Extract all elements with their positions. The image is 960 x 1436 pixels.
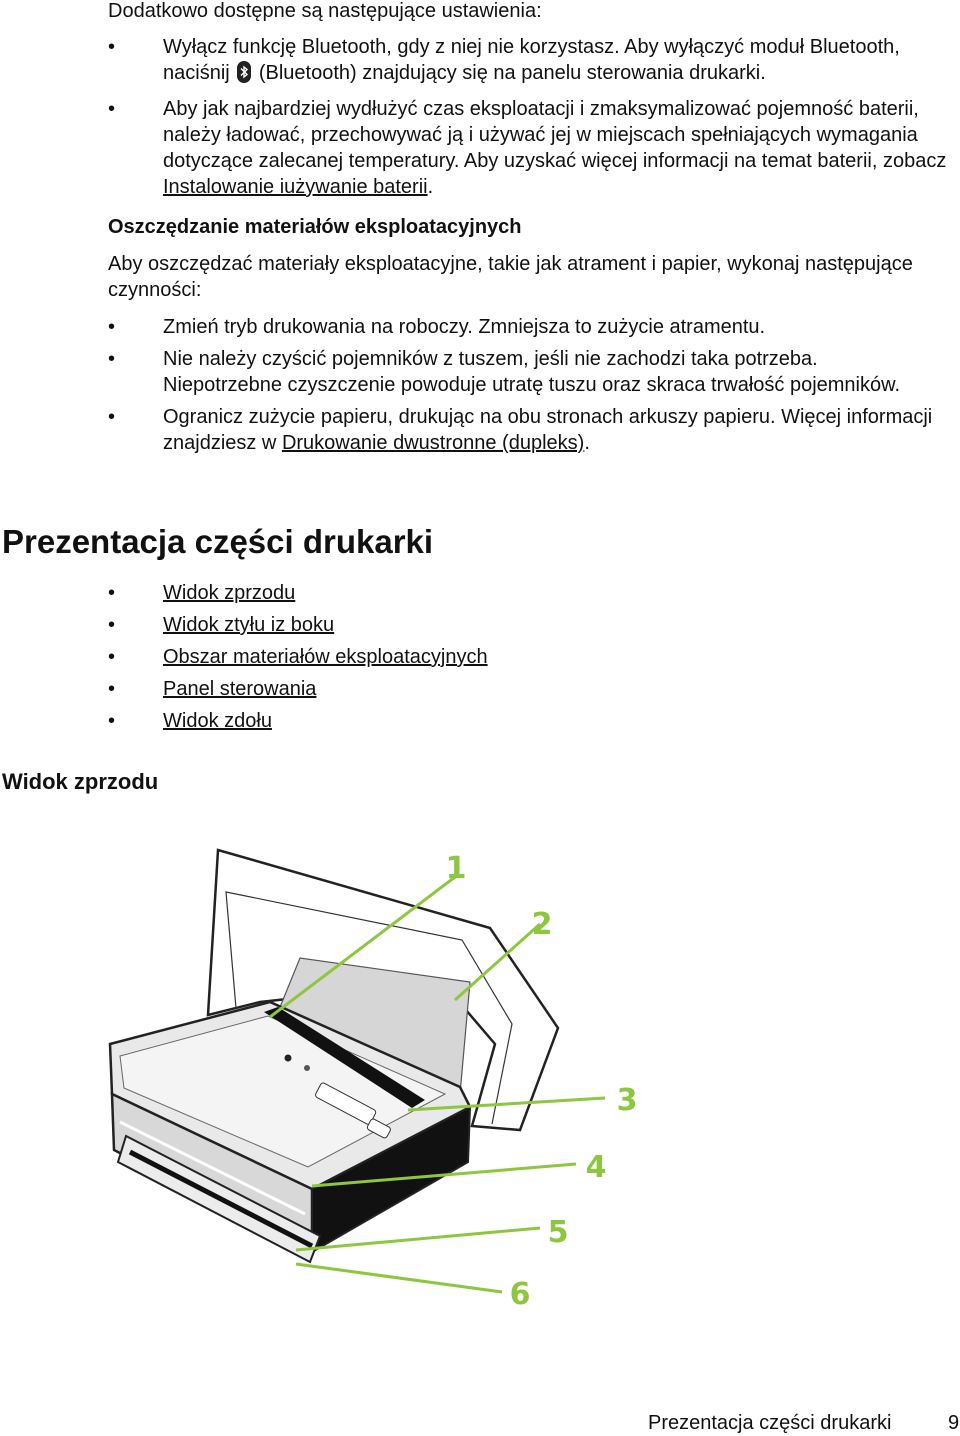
supplies-area-link[interactable]: Obszar materiałów eksploatacyjnych xyxy=(163,646,488,668)
list-item-text: Nie należy czyścić pojemników z tuszem, jeśli nie zachodzi taka potrzeba. Niepotrzebne czyszczenie powoduje utratę tuszu oraz skraca trwałość pojemników. xyxy=(163,348,901,396)
list-item xyxy=(108,580,958,606)
list-item-text: (Bluetooth) znajdujący się na panelu sterowania drukarki. xyxy=(253,62,766,84)
bullet: • xyxy=(108,406,116,428)
list-item xyxy=(108,708,958,734)
callout-5: 5 xyxy=(547,1215,569,1250)
callout-3: 3 xyxy=(616,1083,638,1118)
list-item-text: Zmień tryb drukowania na roboczy. Zmniejsza to zużycie atramentu. xyxy=(163,316,766,338)
supplies-paragraph: Aby oszczędzać materiały eksploatacyjne, takie jak atrament i papier, wykonaj następujące czynności: xyxy=(108,253,913,301)
list-item xyxy=(108,644,958,670)
section-links xyxy=(108,580,958,734)
list-item-text: . xyxy=(584,432,590,454)
bullet: • xyxy=(108,614,116,636)
printer-front-illustration xyxy=(100,832,660,1332)
list-item xyxy=(108,34,958,86)
page-number: 9 xyxy=(948,1412,960,1434)
footer-section-title: Prezentacja części drukarki xyxy=(648,1412,892,1434)
supplies-list xyxy=(108,314,958,456)
front-view-heading: Widok zprzodu xyxy=(2,769,159,794)
rear-side-view-link[interactable]: Widok ztyłu iz boku xyxy=(163,614,335,636)
section-title: Prezentacja części drukarki xyxy=(2,523,434,560)
callout-6: 6 xyxy=(509,1277,531,1312)
list-item-text: Ogranicz zużycie papieru, drukując na obu stronach arkuszy papieru. Więcej informacji znajdziesz w xyxy=(163,406,933,454)
supplies-heading: Oszczędzanie materiałów eksploatacyjnych xyxy=(108,216,522,238)
bullet: • xyxy=(108,98,116,120)
battery-link[interactable]: Instalowanie iużywanie baterii xyxy=(163,176,428,198)
bullet: • xyxy=(108,348,116,370)
bullet: • xyxy=(108,316,116,338)
list-item-text: Aby jak najbardziej wydłużyć czas eksploatacji i zmaksymalizować pojemność baterii, należy ładować, przechowywać ją i używać jej w miejscach spełniających wymagania dotyczące zalecanej temperatury. Aby uzyskać więcej informacji na temat baterii, zobacz xyxy=(163,98,947,172)
callout-2: 2 xyxy=(531,907,553,942)
list-item xyxy=(108,314,958,340)
list-item-text: Wyłącz funkcję Bluetooth, gdy z niej nie korzystasz. Aby wyłączyć moduł Bluetooth, naciśnij xyxy=(163,36,900,84)
bluetooth-icon xyxy=(237,61,251,83)
callout-1: 1 xyxy=(445,851,467,886)
front-view-link[interactable]: Widok zprzodu xyxy=(163,582,296,604)
list-item xyxy=(108,676,958,702)
control-panel-link[interactable]: Panel sterowania xyxy=(163,678,317,700)
list-item xyxy=(108,96,958,200)
bullet: • xyxy=(108,36,116,58)
bullet: • xyxy=(108,646,116,668)
list-item-text: . xyxy=(427,176,434,198)
bullet: • xyxy=(108,710,116,732)
bullet: • xyxy=(108,678,116,700)
list-item xyxy=(108,346,903,398)
bottom-view-link[interactable]: Widok zdołu xyxy=(163,710,272,732)
list-item xyxy=(108,404,958,456)
intro-text: Dodatkowo dostępne są następujące ustawienia: xyxy=(108,0,542,22)
bullet: • xyxy=(108,582,116,604)
duplex-link[interactable]: Drukowanie dwustronne (dupleks) xyxy=(281,432,585,454)
list-item xyxy=(108,612,958,638)
settings-list xyxy=(108,34,958,200)
callout-4: 4 xyxy=(585,1150,607,1185)
